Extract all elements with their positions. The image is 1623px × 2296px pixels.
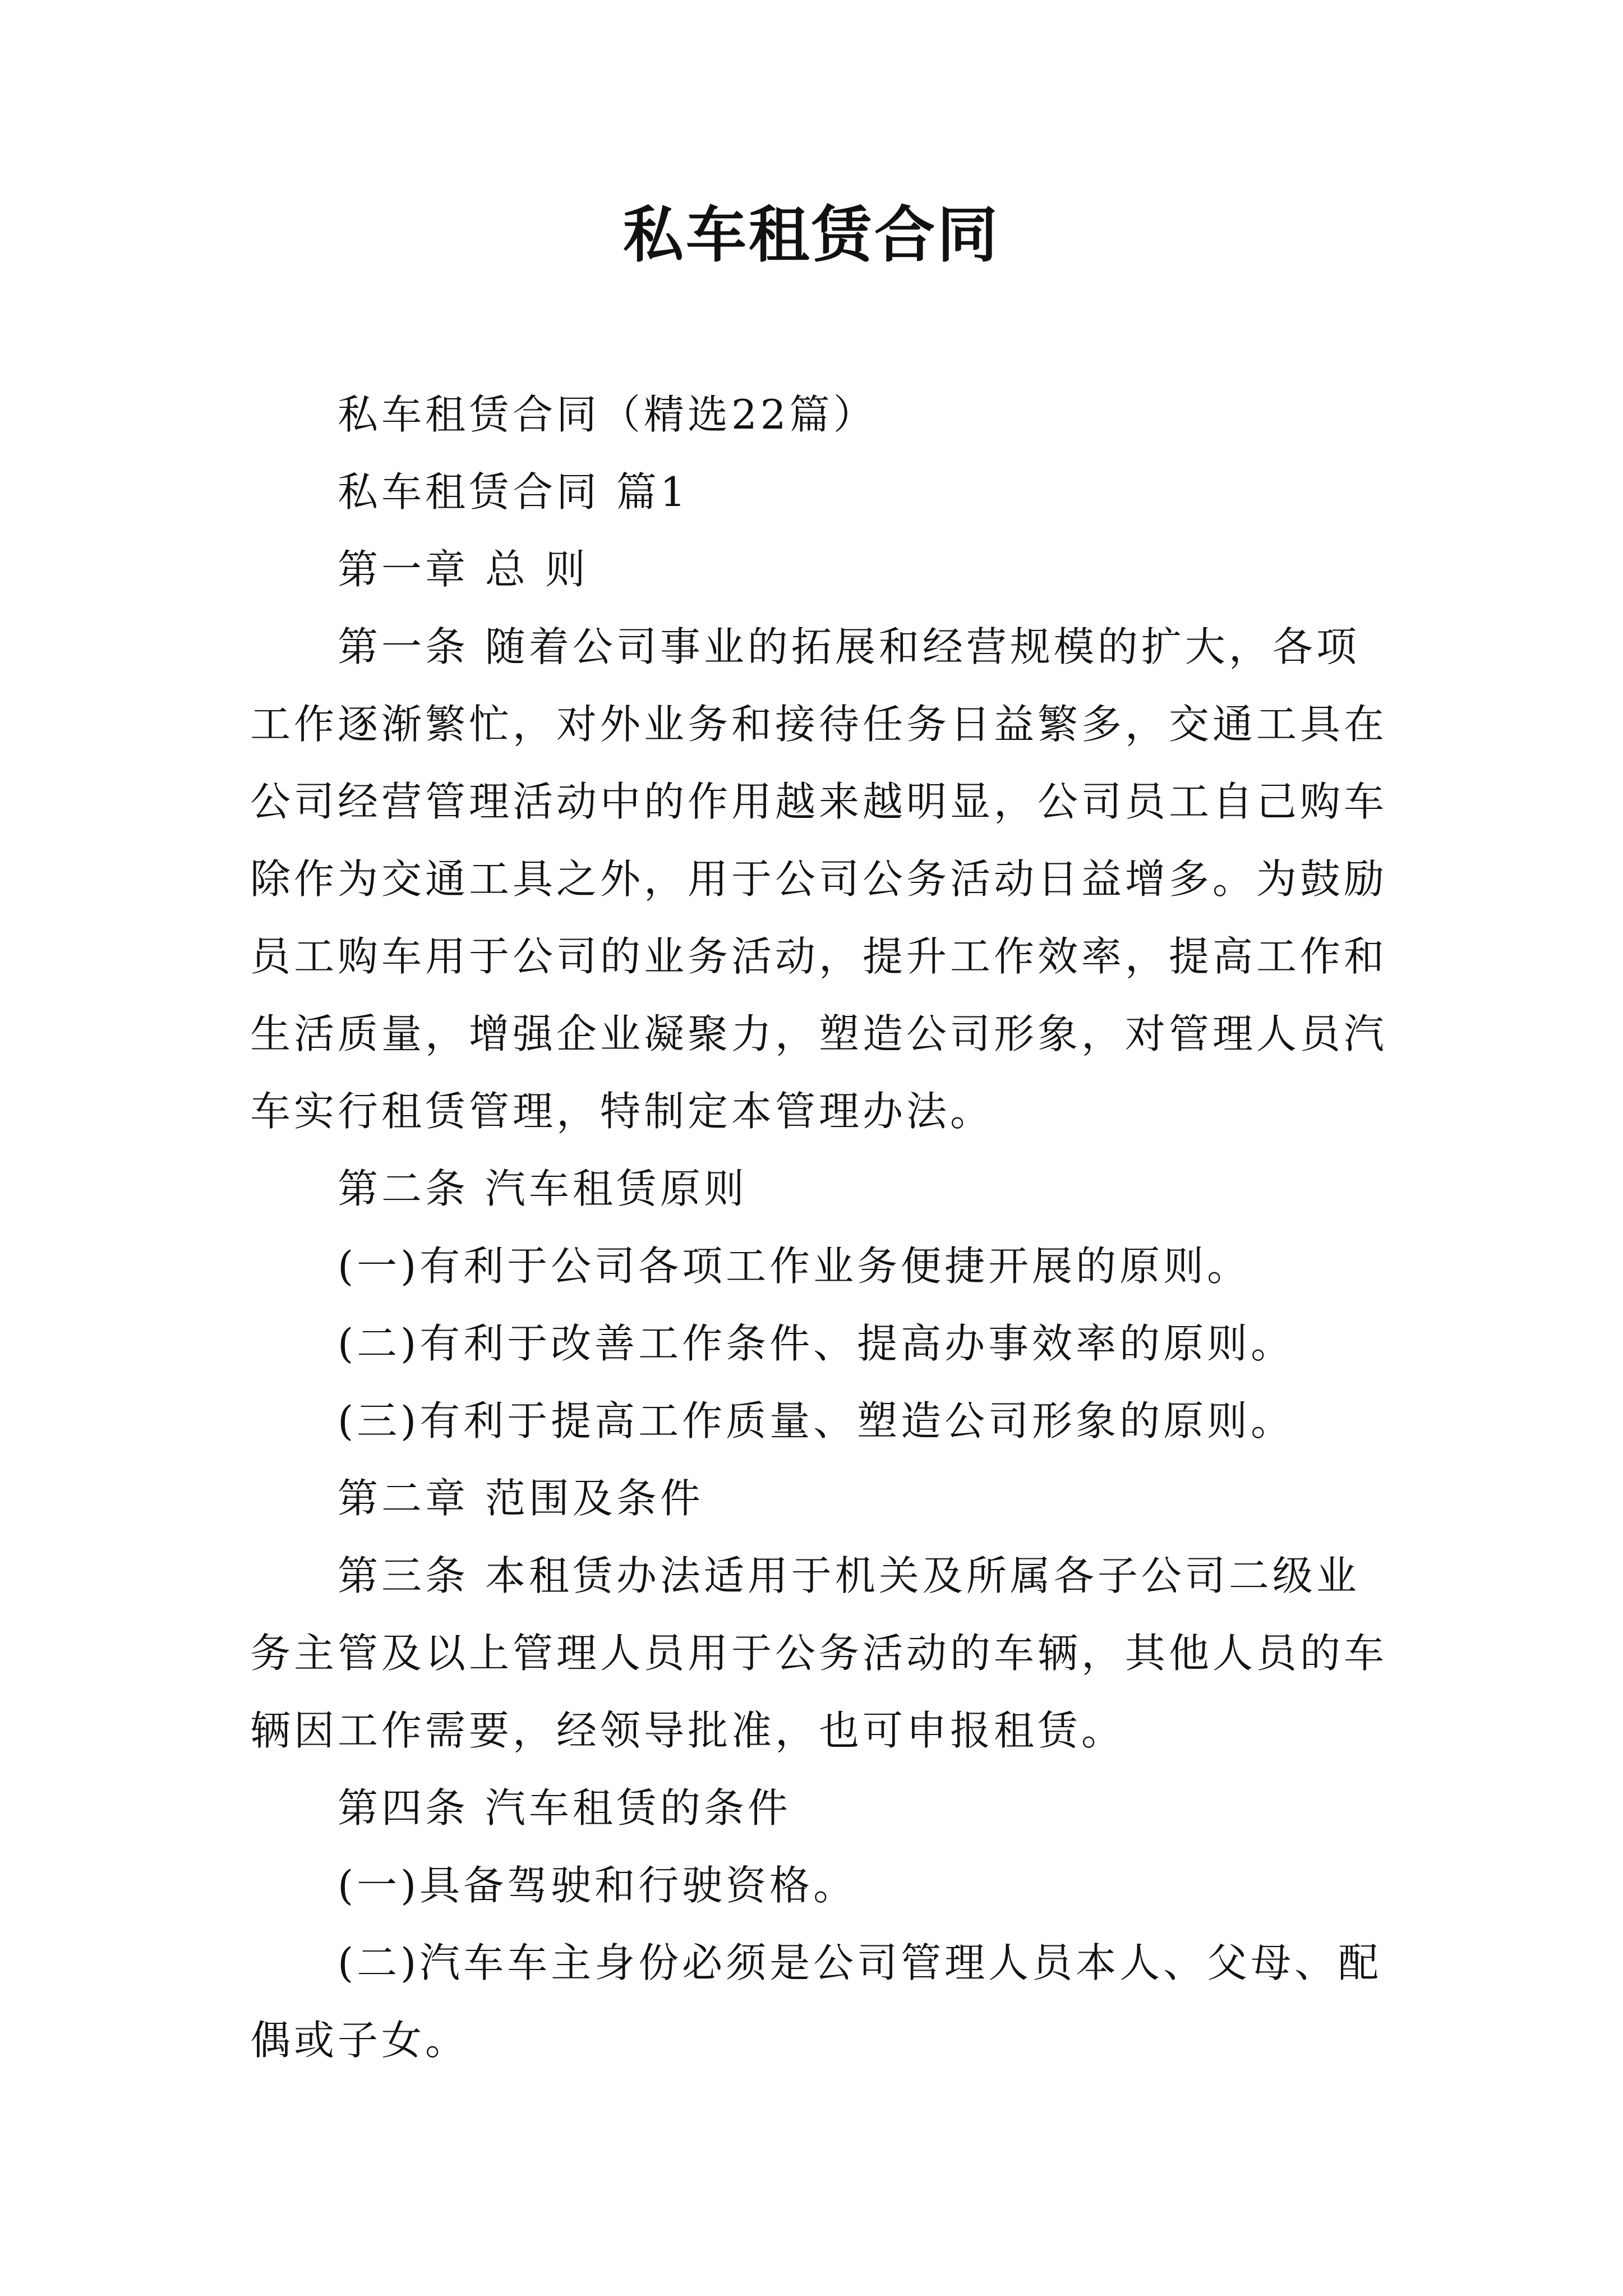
paragraph-article-heading: 私车租赁合同 篇1 bbox=[338, 468, 689, 516]
document-title: 私车租赁合同 bbox=[623, 200, 1000, 270]
paragraph-condition-2: (二)汽车车主身份必须是公司管理人员本人、父母、配偶或子女。 bbox=[250, 1939, 1382, 2064]
paragraph-principle-3: (三)有利于提高工作质量、塑造公司形象的原则。 bbox=[338, 1397, 1295, 1444]
paragraph-chapter-1: 第一章 总 则 bbox=[338, 546, 589, 593]
paragraph-principle-2: (二)有利于改善工作条件、提高办事效率的原则。 bbox=[338, 1320, 1295, 1367]
paragraph-clause-2-heading: 第二条 汽车租赁原则 bbox=[338, 1165, 748, 1212]
paragraph-clause-4-heading: 第四条 汽车租赁的条件 bbox=[338, 1784, 791, 1832]
paragraph-collection-title: 私车租赁合同（精选22篇） bbox=[338, 391, 877, 438]
document-body bbox=[250, 376, 1391, 2079]
paragraph-principle-1: (一)有利于公司各项工作业务便捷开展的原则。 bbox=[338, 1243, 1251, 1290]
paragraph-clause-3: 第三条 本租赁办法适用于机关及所属各子公司二级业务主管及以上管理人员用于公务活动的车辆，其他人员的车辆因工作需要，经领导批准，也可申报租赁。 bbox=[250, 1552, 1388, 1754]
paragraph-condition-1: (一)具备驾驶和行驶资格。 bbox=[338, 1862, 857, 1909]
paragraph-chapter-2: 第二章 范围及条件 bbox=[338, 1475, 704, 1522]
paragraph-clause-1: 第一条 随着公司事业的拓展和经营规模的扩大，各项工作逐渐繁忙，对外业务和接待任务日益繁多，交通工具在公司经营管理活动中的作用越来越明显，公司员工自己购车除作为交通工具之外，用于公司公务活动日益增多。为鼓励员工购车用于公司的业务活动，提升工作效率，提高工作和生活质量，增强企业凝聚力，塑造公司形象，对管理人员汽车实行租赁管理，特制定本管理办法。 bbox=[250, 623, 1388, 1135]
